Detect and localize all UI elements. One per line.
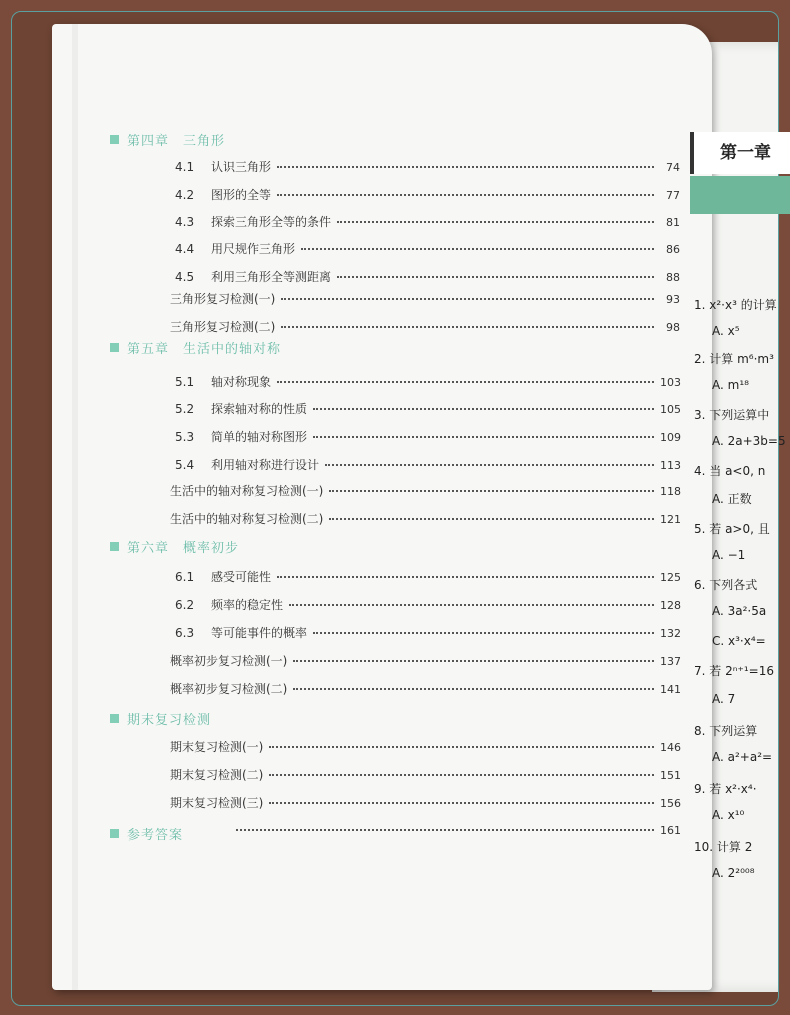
toc-page-number: 113 bbox=[660, 459, 681, 472]
toc-entry-title: 利用三角形全等测距离 bbox=[211, 270, 332, 284]
toc-entry[interactable] bbox=[175, 240, 680, 257]
right-page-line: 1. x²·x³ 的计算 bbox=[694, 298, 777, 312]
toc-leader bbox=[281, 298, 654, 300]
toc-entry-number: 4.3 bbox=[175, 215, 195, 229]
chapter-title: 第五章 生活中的轴对称 bbox=[127, 342, 282, 357]
toc-entry-title: 生活中的轴对称复习检测(一) bbox=[170, 484, 324, 498]
toc-leader bbox=[269, 802, 654, 804]
right-page-line: A. 正数 bbox=[712, 492, 752, 506]
toc-entry-title: 概率初步复习检测(二) bbox=[170, 682, 288, 696]
chapter-title: 第六章 概率初步 bbox=[127, 541, 240, 556]
toc-leader bbox=[269, 774, 654, 776]
toc-entry-number: 4.4 bbox=[175, 242, 195, 256]
toc-leader bbox=[329, 490, 654, 492]
right-page-line: A. 2²⁰⁰⁸ bbox=[712, 866, 755, 880]
right-page-line: 6. 下列各式 bbox=[694, 578, 758, 592]
toc-page-number: 161 bbox=[660, 824, 681, 837]
toc-entry-title: 用尺规作三角形 bbox=[211, 242, 296, 256]
toc-leader bbox=[289, 604, 654, 606]
toc-entry-number: 6.1 bbox=[175, 570, 195, 584]
toc-page-number: 156 bbox=[660, 797, 681, 810]
toc-entry[interactable] bbox=[175, 428, 680, 445]
toc-page-number: 146 bbox=[660, 741, 681, 754]
toc-leader bbox=[269, 746, 654, 748]
chapter-title: 参考答案 bbox=[127, 828, 184, 843]
toc-leader bbox=[337, 221, 654, 223]
right-page-line: 2. 计算 m⁶·m³ bbox=[694, 352, 774, 366]
toc-leader bbox=[301, 248, 654, 250]
chapter-heading bbox=[110, 130, 225, 149]
toc-entry[interactable] bbox=[175, 624, 680, 641]
right-page-line: 9. 若 x²·x⁴· bbox=[694, 782, 757, 796]
toc-page-number: 118 bbox=[660, 485, 681, 498]
right-page-line: C. x³·x⁴= bbox=[712, 634, 766, 648]
toc-entry-title: 三角形复习检测(一) bbox=[170, 292, 276, 306]
right-page-line: A. 3a²·5a bbox=[712, 604, 767, 618]
toc-leader bbox=[236, 829, 654, 831]
toc-entry[interactable] bbox=[170, 318, 680, 335]
toc-entry-number: 4.1 bbox=[175, 160, 195, 174]
toc-page-number: 88 bbox=[666, 271, 680, 284]
right-page-line: A. m¹⁸ bbox=[712, 378, 749, 392]
toc-entry[interactable] bbox=[175, 400, 680, 417]
chapter-marker-icon bbox=[110, 714, 119, 723]
toc-entry-number: 6.3 bbox=[175, 626, 195, 640]
toc-leader bbox=[313, 408, 654, 410]
toc-entry-title: 等可能事件的概率 bbox=[211, 626, 308, 640]
toc-entry[interactable] bbox=[175, 456, 680, 473]
toc-leader bbox=[293, 688, 654, 690]
toc-page-number: 86 bbox=[666, 243, 680, 256]
toc-leader bbox=[281, 326, 654, 328]
toc-leader bbox=[337, 276, 654, 278]
toc-entry[interactable] bbox=[175, 158, 680, 175]
toc-entry-number: 5.3 bbox=[175, 430, 195, 444]
toc-entry-title: 探索轴对称的性质 bbox=[211, 402, 308, 416]
chapter-marker-icon bbox=[110, 343, 119, 352]
toc-page-number: 151 bbox=[660, 769, 681, 782]
toc-entry-number: 4.2 bbox=[175, 188, 195, 202]
right-page-line: 7. 若 2ⁿ⁺¹=16 bbox=[694, 664, 774, 678]
toc-leader bbox=[313, 436, 654, 438]
toc-page-number: 137 bbox=[660, 655, 681, 668]
toc-page-number: 141 bbox=[660, 683, 681, 696]
chapter-heading bbox=[110, 338, 281, 357]
toc-entry[interactable] bbox=[170, 680, 680, 697]
toc-entry-title: 期末复习检测(二) bbox=[170, 768, 264, 782]
toc-entry-title: 频率的稳定性 bbox=[211, 598, 284, 612]
toc-entry-title: 图形的全等 bbox=[211, 188, 272, 202]
toc-leader bbox=[329, 518, 654, 520]
toc-page-number: 81 bbox=[666, 216, 680, 229]
toc-entry[interactable] bbox=[170, 482, 680, 499]
chapter-heading bbox=[110, 709, 211, 728]
toc-entry-title: 轴对称现象 bbox=[211, 375, 272, 389]
toc-leader bbox=[277, 194, 654, 196]
right-page-line: 4. 当 a<0, n bbox=[694, 464, 766, 478]
toc-entry-title: 期末复习检测(一) bbox=[170, 740, 264, 754]
right-page-line: 3. 下列运算中 bbox=[694, 408, 770, 422]
toc-entry[interactable] bbox=[175, 186, 680, 203]
toc-page-number: 128 bbox=[660, 599, 681, 612]
toc-entry-title: 期末复习检测(三) bbox=[170, 796, 264, 810]
toc-leader bbox=[293, 660, 654, 662]
toc-entry[interactable] bbox=[170, 652, 680, 669]
toc-page-number: 105 bbox=[660, 403, 681, 416]
toc-entry[interactable] bbox=[170, 738, 680, 755]
right-page-line: 5. 若 a>0, 且 bbox=[694, 522, 770, 536]
toc-page-number: 74 bbox=[666, 161, 680, 174]
toc-entry-title: 探索三角形全等的条件 bbox=[211, 215, 332, 229]
toc-page-number: 121 bbox=[660, 513, 681, 526]
toc-page-number: 98 bbox=[666, 321, 680, 334]
toc-entry-title: 概率初步复习检测(一) bbox=[170, 654, 288, 668]
toc-entry-number: 6.2 bbox=[175, 598, 195, 612]
toc-entry-title: 利用轴对称进行设计 bbox=[211, 458, 320, 472]
toc-entry[interactable] bbox=[175, 373, 680, 390]
toc-entry-number: 5.2 bbox=[175, 402, 195, 416]
toc-leader bbox=[277, 381, 654, 383]
toc-page-number: 77 bbox=[666, 189, 680, 202]
toc-page-number: 109 bbox=[660, 431, 681, 444]
toc-entry-title: 简单的轴对称图形 bbox=[211, 430, 308, 444]
toc-page-number: 125 bbox=[660, 571, 681, 584]
chapter-marker-icon bbox=[110, 829, 119, 838]
toc-leader bbox=[277, 166, 654, 168]
right-page-line: A. 7 bbox=[712, 692, 736, 706]
chapter-heading bbox=[110, 537, 239, 556]
toc-page-number: 132 bbox=[660, 627, 681, 640]
toc-leader bbox=[313, 632, 654, 634]
right-page-line: A. x⁵ bbox=[712, 324, 740, 338]
toc-entry[interactable] bbox=[175, 213, 680, 230]
right-page-heading: 第一章 bbox=[690, 132, 790, 174]
toc-entry-title: 感受可能性 bbox=[211, 570, 272, 584]
toc-page-number: 93 bbox=[666, 293, 680, 306]
toc-entry-title: 三角形复习检测(二) bbox=[170, 320, 276, 334]
toc-leader bbox=[277, 576, 654, 578]
chapter-title: 期末复习检测 bbox=[127, 713, 212, 728]
toc-leader bbox=[325, 464, 654, 466]
right-page-line: A. 2a+3b=5 bbox=[712, 434, 786, 448]
toc-page-number: 103 bbox=[660, 376, 681, 389]
toc-entry-title: 生活中的轴对称复习检测(二) bbox=[170, 512, 324, 526]
right-page-line: 10. 计算 2 bbox=[694, 840, 753, 854]
right-page-line: A. −1 bbox=[712, 548, 746, 562]
chapter-title: 第四章 三角形 bbox=[127, 134, 226, 149]
chapter-marker-icon bbox=[110, 135, 119, 144]
toc-entry-number: 5.1 bbox=[175, 375, 195, 389]
right-page-line: A. a²+a²= bbox=[712, 750, 773, 764]
toc-entry-number: 4.5 bbox=[175, 270, 195, 284]
toc-entry[interactable] bbox=[175, 596, 680, 613]
toc-entry-title: 认识三角形 bbox=[211, 160, 272, 174]
toc-entry[interactable] bbox=[170, 510, 680, 527]
right-page-line: 8. 下列运算 bbox=[694, 724, 758, 738]
right-page-line: A. x¹⁰ bbox=[712, 808, 745, 822]
toc-entry-number: 5.4 bbox=[175, 458, 195, 472]
toc-entry[interactable] bbox=[170, 290, 680, 307]
toc-entry[interactable] bbox=[175, 268, 680, 285]
toc-entry[interactable] bbox=[170, 794, 680, 811]
toc-entry[interactable] bbox=[170, 766, 680, 783]
toc-entry[interactable] bbox=[170, 824, 680, 837]
toc-entry[interactable] bbox=[175, 568, 680, 585]
chapter-marker-icon bbox=[110, 542, 119, 551]
